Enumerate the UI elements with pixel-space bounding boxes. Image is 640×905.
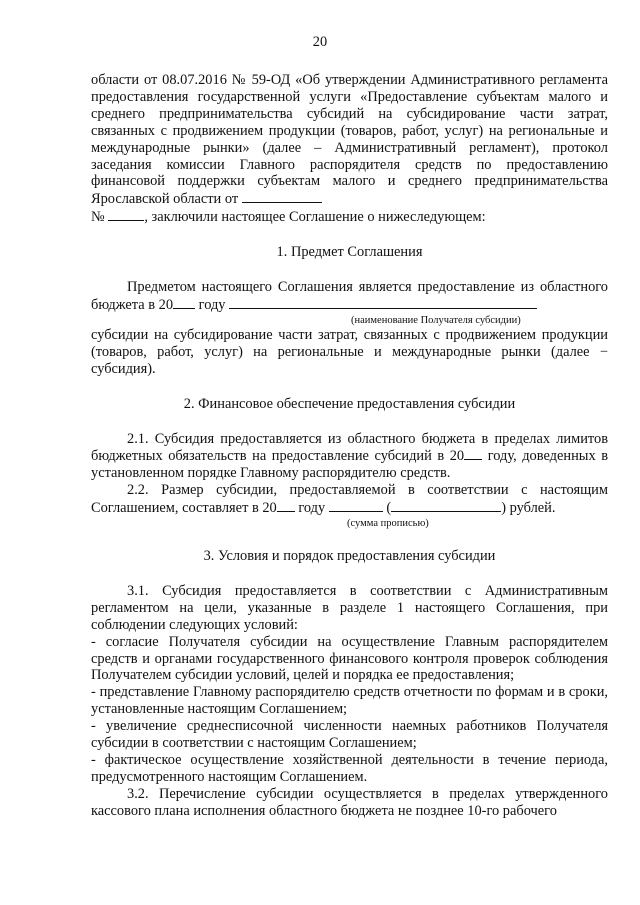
year-blank-3 bbox=[277, 499, 295, 512]
clause-2-2-start: 2.2. Размер субсидии, предоставляемой в соответствии с настоящим Соглашением, составляет в 20 bbox=[91, 482, 608, 517]
recipient-name-blank bbox=[229, 296, 537, 309]
intro-text: области от 08.07.2016 № 59-ОД «Об утверждении Административного регламента предоставления государственной услуги «Предоставление субъектам малого и среднего предпринимательства субсидий на субсидирование части затрат, связанных с продвижением продукции (товаров, работ, услуг) на региональные и международные рынки» (далее – Административный регламент), протокол заседания комиссии Главного распорядителя средств по предоставлению финансовой поддержки субъектам малого и среднего предпринимательства Ярославской области от bbox=[91, 72, 608, 208]
section-1-text-end: субсидии на субсидирование части затрат, связанных с продвижением продукции (товаров, работ, услуг) на региональные и международные рынки (далее − субсидия). bbox=[91, 326, 608, 377]
clause-2-1-start: 2.1. Субсидия предоставляется из областного бюджета в пределах лимитов бюджетных обязательств на предоставление субсидий в 20 bbox=[91, 430, 608, 465]
date-blank bbox=[242, 190, 322, 203]
section-1-text-start: Предметом настоящего Соглашения является предоставление из областного бюджета в 20 bbox=[91, 279, 608, 313]
year-blank-2 bbox=[464, 447, 482, 460]
amount-words-blank bbox=[391, 499, 501, 512]
amount-note: (сумма прописью) bbox=[347, 518, 429, 530]
recipient-note: (наименование Получателя субсидии) bbox=[351, 314, 521, 326]
section-1-year-word: году bbox=[198, 296, 226, 313]
intro-conclusion: , заключили настоящее Соглашение о нижеследующем: bbox=[144, 209, 486, 226]
clause-3-2: 3.2. Перечисление субсидии осуществляется в пределах утвержденного кассового плана исполнения областного бюджета не позднее 10-го рабочего bbox=[91, 785, 608, 819]
condition-item: - согласие Получателя субсидии на осуществление Главным распорядителем средств и органами государственного финансового контроля проверок соблюдения Получателем субсидии условий, целей и порядка ее предоставления; bbox=[91, 633, 608, 684]
clause-2-1-end: году, доведенных в установленном порядке Главному распорядителю средств. bbox=[91, 448, 608, 482]
amount-digits-blank bbox=[329, 499, 383, 512]
clause-2-2: 2.2. Размер субсидии, предоставляемой в соответствии с настоящим Соглашением, составляет в 20 году ( ) рублей. bbox=[91, 482, 608, 517]
condition-item: - увеличение среднесписочной численности наемных работников Получателя субсидии в соответствии с настоящим Соглашением; bbox=[91, 718, 608, 752]
section-1-title: 1. Предмет Соглашения bbox=[276, 244, 423, 261]
number-blank bbox=[108, 208, 144, 221]
intro-paragraph bbox=[91, 72, 608, 226]
section-2-title: 2. Финансовое обеспечение предоставления субсидии bbox=[183, 395, 516, 412]
clause-2-2-year-word: году bbox=[298, 500, 326, 517]
section-3-title: 3. Условия и порядок предоставления субсидии bbox=[203, 548, 496, 565]
condition-item: - представление Главному распорядителю средств отчетности по формам и в сроки, установленные настоящим Соглашением; bbox=[91, 684, 608, 718]
page-number: 20 bbox=[312, 34, 328, 50]
year-blank-1 bbox=[173, 296, 195, 309]
clause-3-1: 3.1. Субсидия предоставляется в соответствии с Административным регламентом на цели, указанные в разделе 1 настоящего Соглашения, при соблюдении следующих условий: bbox=[91, 582, 608, 633]
clause-2-2-end: ) рублей. bbox=[501, 500, 556, 517]
number-sign: № bbox=[91, 209, 105, 226]
clause-2-1 bbox=[91, 431, 608, 483]
section-1-paragraph bbox=[91, 279, 608, 314]
document-body bbox=[91, 72, 608, 820]
condition-item: - фактическое осуществление хозяйственной деятельности в течение периода, предусмотренного настоящим Соглашением. bbox=[91, 752, 608, 785]
